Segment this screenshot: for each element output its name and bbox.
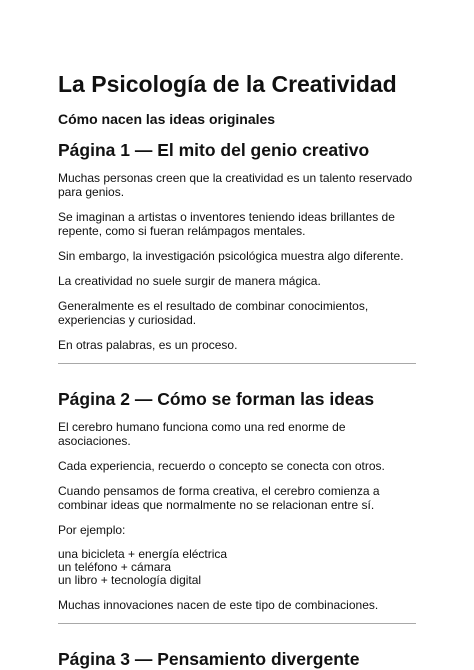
section-page-3 [58, 648, 416, 670]
section-heading: Página 2 — Cómo se forman las ideas [58, 389, 375, 409]
document-title: La Psicología de la Creatividad [58, 71, 397, 97]
list-item: un teléfono + cámara [58, 560, 172, 574]
section-heading: Página 3 — Pensamiento divergente [58, 649, 360, 669]
paragraph: Muchas innovaciones nacen de este tipo de combinaciones. [58, 598, 379, 612]
paragraph: La creatividad no suele surgir de manera mágica. [58, 274, 321, 288]
paragraph: Cuando pensamos de forma creativa, el cerebro comienza a combinar ideas que normalmente no se relacionan entre sí. [58, 484, 380, 512]
examples-list [58, 548, 416, 587]
paragraph: Se imaginan a artistas o inventores teniendo ideas brillantes de repente, como si fueran relámpagos mentales. [58, 210, 395, 238]
paragraph: Muchas personas creen que la creatividad es un talento reservado para genios. [58, 171, 413, 199]
section-heading: Página 1 — El mito del genio creativo [58, 140, 370, 160]
section-page-1 [58, 139, 416, 352]
paragraph: Generalmente es el resultado de combinar conocimientos, experiencias y curiosidad. [58, 299, 369, 327]
paragraph: Por ejemplo: [58, 523, 126, 537]
section-divider [58, 363, 416, 364]
paragraph: Cada experiencia, recuerdo o concepto se conecta con otros. [58, 459, 385, 473]
section-divider [58, 623, 416, 624]
list-item: una bicicleta + energía eléctrica [58, 547, 228, 561]
list-item: un libro + tecnología digital [58, 573, 202, 587]
paragraph: En otras palabras, es un proceso. [58, 338, 238, 352]
document-subtitle: Cómo nacen las ideas originales [58, 111, 276, 127]
section-page-2 [58, 388, 416, 612]
paragraph: El cerebro humano funciona como una red enorme de asociaciones. [58, 420, 346, 448]
paragraph: Sin embargo, la investigación psicológica muestra algo diferente. [58, 249, 404, 263]
